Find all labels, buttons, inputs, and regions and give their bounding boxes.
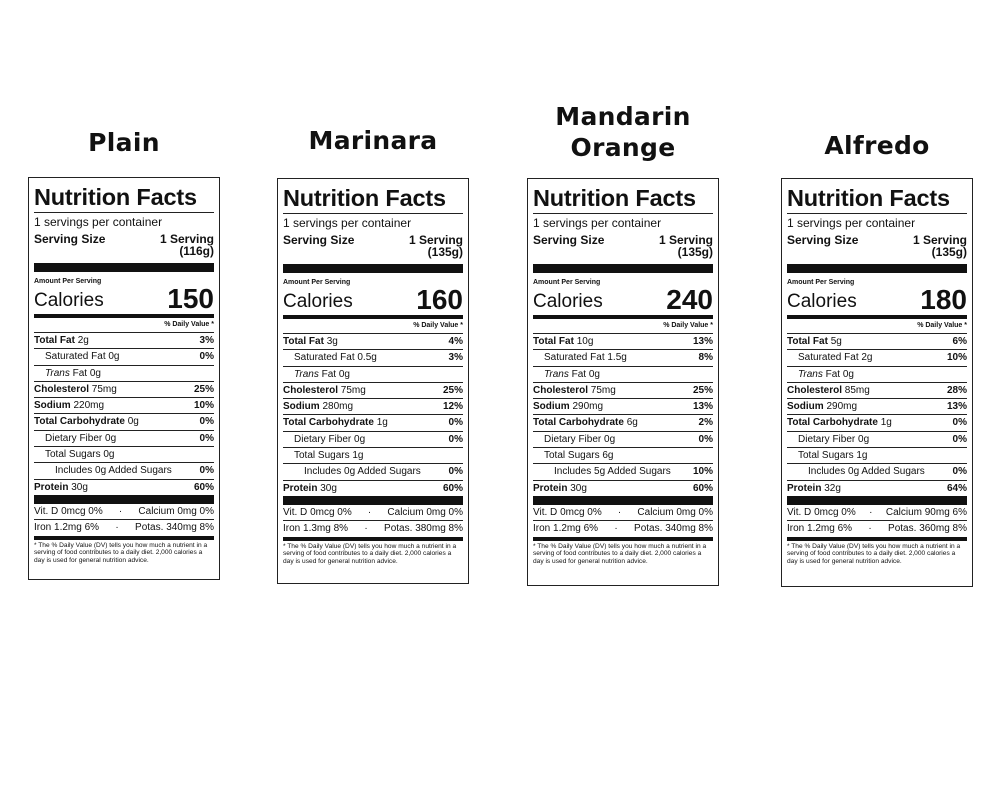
amount-per-serving: Amount Per Serving <box>34 278 102 285</box>
calories-label: Calories <box>34 290 104 311</box>
medium-divider <box>787 315 967 319</box>
total-fat-row: Total Fat 5g 6% <box>787 334 967 350</box>
amount-per-serving: Amount Per Serving <box>533 279 601 286</box>
calories-row <box>787 284 967 315</box>
trans-fat-row: Trans Fat 0g <box>283 367 463 383</box>
iron-potassium-row: Iron 1.2mg 6% · Potas. 360mg 8% <box>787 523 967 535</box>
serving-size-row <box>283 234 463 258</box>
servings-per-container: 1 servings per container <box>533 216 662 230</box>
added-sugars-row: Includes 0g Added Sugars 0% <box>34 463 214 479</box>
thick-divider <box>34 495 214 504</box>
protein-row: Protein 30g 60% <box>533 482 713 494</box>
total-carbohydrate-row: Total Carbohydrate 6g 2% <box>533 415 713 431</box>
calories-label: Calories <box>787 291 857 312</box>
medium-divider <box>533 315 713 319</box>
sodium-row: Sodium 280mg 12% <box>283 399 463 415</box>
total-sugars-row: Total Sugars 0g <box>34 447 214 463</box>
serving-size-label: Serving Size <box>283 233 355 247</box>
calories-row <box>533 284 713 315</box>
total-fat-row: Total Fat 2g 3% <box>34 333 214 349</box>
thick-divider <box>533 496 713 505</box>
total-sugars-row: Total Sugars 1g <box>283 448 463 464</box>
flavor-heading: Alfredo <box>824 131 930 160</box>
protein-row: Protein 30g 60% <box>34 481 214 493</box>
servings-per-container: 1 servings per container <box>34 215 163 229</box>
total-carbohydrate-row: Total Carbohydrate 1g 0% <box>283 415 463 431</box>
serving-size-value: 1 Serving (135g) <box>408 233 463 259</box>
daily-value-footnote: * The % Daily Value (DV) tells you how much a nutrient in a serving of food contributes to a daily diet. 2,000 calories a day is used for general nutrition advice. <box>787 542 961 565</box>
calories-label: Calories <box>533 291 603 312</box>
serving-size-label: Serving Size <box>34 232 106 246</box>
iron-potassium-row: Iron 1.2mg 6% · Potas. 340mg 8% <box>533 523 713 535</box>
divider <box>283 213 463 214</box>
iron-potassium-row: Iron 1.2mg 6% · Potas. 340mg 8% <box>34 522 214 534</box>
sodium-row: Sodium 290mg 13% <box>533 399 713 415</box>
trans-fat-row: Trans Fat 0g <box>787 367 967 383</box>
dietary-fiber-row: Dietary Fiber 0g 0% <box>787 432 967 448</box>
medium-divider <box>34 314 214 318</box>
divider <box>533 213 713 214</box>
amount-per-serving: Amount Per Serving <box>787 279 855 286</box>
nutrition-facts-title: Nutrition Facts <box>34 184 197 210</box>
calories-label: Calories <box>283 291 353 312</box>
thick-divider <box>283 264 463 273</box>
added-sugars-row: Includes 5g Added Sugars 10% <box>533 464 713 480</box>
serving-size-label: Serving Size <box>533 233 605 247</box>
serving-size-label: Serving Size <box>787 233 859 247</box>
total-sugars-row: Total Sugars 6g <box>533 448 713 464</box>
thick-divider <box>34 263 214 272</box>
daily-value-footnote: * The % Daily Value (DV) tells you how much a nutrient in a serving of food contributes to a daily diet. 2,000 calories a day is used for general nutrition advice. <box>283 542 457 565</box>
calories-row <box>283 284 463 315</box>
medium-divider <box>283 315 463 319</box>
daily-value-header: % Daily Value * <box>283 321 463 334</box>
dietary-fiber-row: Dietary Fiber 0g 0% <box>533 432 713 448</box>
cholesterol-row: Cholesterol 75mg 25% <box>533 383 713 399</box>
daily-value-footnote: * The % Daily Value (DV) tells you how much a nutrient in a serving of food contributes to a daily diet. 2,000 calories a day is used for general nutrition advice. <box>533 542 707 565</box>
serving-size-value: 1 Serving (135g) <box>912 233 967 259</box>
flavor-heading: Marinara <box>308 126 438 155</box>
flavor-heading: Plain <box>88 128 160 157</box>
saturated-fat-row: Saturated Fat 1.5g 8% <box>533 350 713 366</box>
thick-divider <box>283 496 463 505</box>
flavor-heading: Mandarin Orange <box>555 102 691 162</box>
calories-value: 150 <box>167 283 214 314</box>
daily-value-header: % Daily Value * <box>34 320 214 333</box>
thick-divider <box>787 496 967 505</box>
servings-per-container: 1 servings per container <box>283 216 412 230</box>
amount-per-serving: Amount Per Serving <box>283 279 351 286</box>
cholesterol-row: Cholesterol 75mg 25% <box>34 382 214 398</box>
daily-value-header: % Daily Value * <box>533 321 713 334</box>
vitamin-d-calcium-row: Vit. D 0mcg 0% · Calcium 0mg 0% <box>283 505 463 522</box>
dietary-fiber-row: Dietary Fiber 0g 0% <box>34 431 214 447</box>
serving-size-value: 1 Serving (116g) <box>159 232 214 258</box>
servings-per-container: 1 servings per container <box>787 216 916 230</box>
dietary-fiber-row: Dietary Fiber 0g 0% <box>283 432 463 448</box>
nutrition-label <box>527 178 719 586</box>
divider <box>34 212 214 213</box>
protein-row: Protein 32g 64% <box>787 482 967 494</box>
calories-row <box>34 283 214 314</box>
trans-fat-row: Trans Fat 0g <box>533 367 713 383</box>
nutrition-facts-title: Nutrition Facts <box>787 185 950 211</box>
total-sugars-row: Total Sugars 1g <box>787 448 967 464</box>
added-sugars-row: Includes 0g Added Sugars 0% <box>787 464 967 480</box>
serving-size-row <box>533 234 713 258</box>
daily-value-footnote: * The % Daily Value (DV) tells you how much a nutrient in a serving of food contributes to a daily diet. 2,000 calories a day is used for general nutrition advice. <box>34 541 208 564</box>
iron-potassium-row: Iron 1.3mg 8% · Potas. 380mg 8% <box>283 523 463 535</box>
thick-divider <box>787 264 967 273</box>
vitamin-d-calcium-row: Vit. D 0mcg 0% · Calcium 0mg 0% <box>533 505 713 522</box>
medium-divider <box>533 537 713 541</box>
saturated-fat-row: Saturated Fat 0g 0% <box>34 349 214 365</box>
total-carbohydrate-row: Total Carbohydrate 1g 0% <box>787 415 967 431</box>
nutrition-label <box>28 177 220 580</box>
nutrition-facts-title: Nutrition Facts <box>533 185 696 211</box>
serving-size-row <box>787 234 967 258</box>
sodium-row: Sodium 290mg 13% <box>787 399 967 415</box>
daily-value-header: % Daily Value * <box>787 321 967 334</box>
sodium-row: Sodium 220mg 10% <box>34 398 214 414</box>
added-sugars-row: Includes 0g Added Sugars 0% <box>283 464 463 480</box>
medium-divider <box>787 537 967 541</box>
total-carbohydrate-row: Total Carbohydrate 0g 0% <box>34 414 214 430</box>
calories-value: 180 <box>920 284 967 315</box>
nutrition-label <box>781 178 973 587</box>
cholesterol-row: Cholesterol 75mg 25% <box>283 383 463 399</box>
nutrition-label <box>277 178 469 584</box>
vitamin-d-calcium-row: Vit. D 0mcg 0% · Calcium 0mg 0% <box>34 504 214 521</box>
medium-divider <box>283 537 463 541</box>
total-fat-row: Total Fat 3g 4% <box>283 334 463 350</box>
saturated-fat-row: Saturated Fat 0.5g 3% <box>283 350 463 366</box>
calories-value: 160 <box>416 284 463 315</box>
thick-divider <box>533 264 713 273</box>
protein-row: Protein 30g 60% <box>283 482 463 494</box>
calories-value: 240 <box>666 284 713 315</box>
saturated-fat-row: Saturated Fat 2g 10% <box>787 350 967 366</box>
medium-divider <box>34 536 214 540</box>
serving-size-value: 1 Serving (135g) <box>658 233 713 259</box>
cholesterol-row: Cholesterol 85mg 28% <box>787 383 967 399</box>
serving-size-row <box>34 233 214 257</box>
divider <box>787 213 967 214</box>
trans-fat-row: Trans Fat 0g <box>34 366 214 382</box>
total-fat-row: Total Fat 10g 13% <box>533 334 713 350</box>
vitamin-d-calcium-row: Vit. D 0mcg 0% · Calcium 90mg 6% <box>787 505 967 522</box>
nutrition-facts-title: Nutrition Facts <box>283 185 446 211</box>
